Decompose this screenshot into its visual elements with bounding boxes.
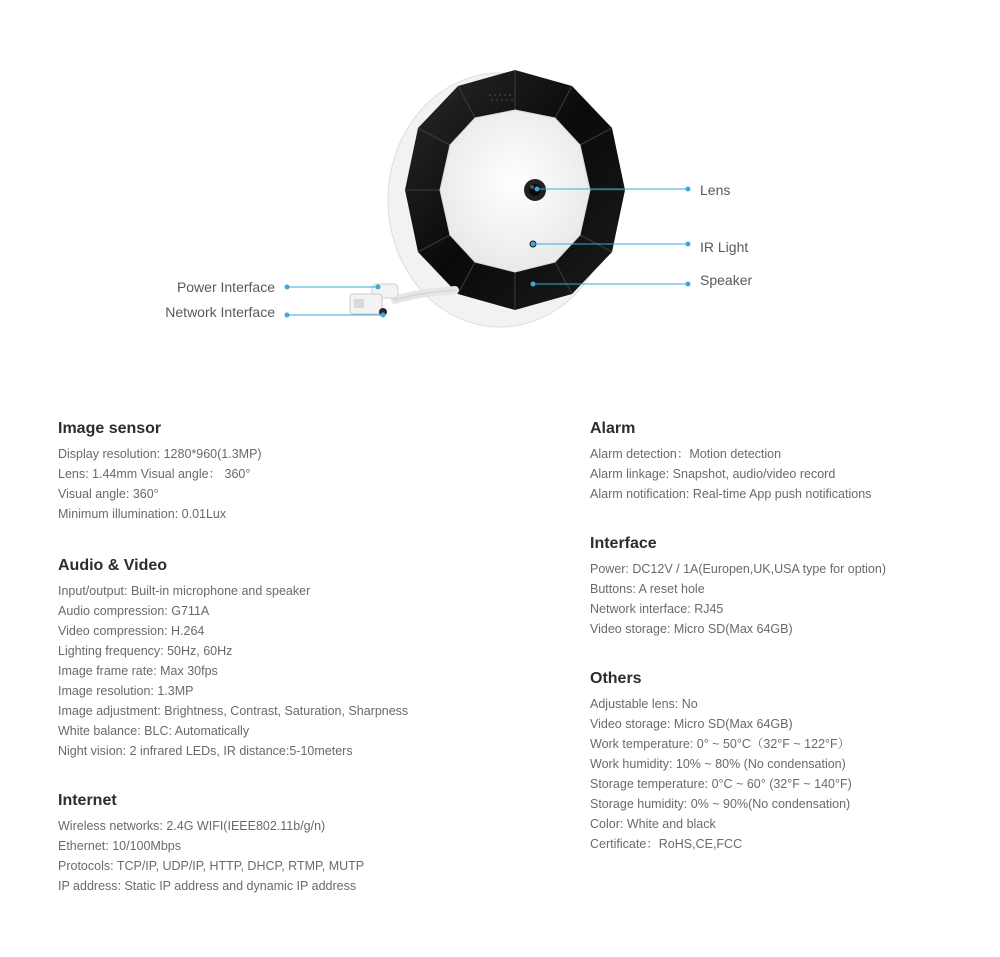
spec-line: Ethernet: 10/100Mbps: [58, 839, 181, 853]
spec-line: Image resolution: 1.3MP: [58, 684, 194, 698]
spec-line: Night vision: 2 infrared LEDs, IR distance:5-10meters: [58, 744, 353, 758]
spec-line: Certificate：RoHS,CE,FCC: [590, 837, 743, 851]
callout-network-interface: Network Interface: [165, 304, 275, 320]
spec-line: Display resolution: 1280*960(1.3MP): [58, 447, 262, 461]
section-title: Image sensor: [58, 420, 162, 437]
spec-line: Image adjustment: Brightness, Contrast, Saturation, Sharpness: [58, 704, 409, 718]
spec-line: Input/output: Built-in microphone and speaker: [58, 584, 311, 598]
spec-line: White balance: BLC: Automatically: [58, 724, 250, 738]
spec-line: Buttons: A reset hole: [590, 582, 705, 596]
spec-line: Minimum illumination: 0.01Lux: [58, 507, 227, 521]
spec-line: Power: DC12V / 1A(Europen,UK,USA type for option): [590, 562, 886, 576]
section-internet: [58, 791, 478, 896]
spec-line: Network interface: RJ45: [590, 602, 724, 616]
spec-line: Alarm linkage: Snapshot, audio/video record: [590, 467, 836, 481]
camera-illustration: [0, 0, 1000, 380]
spec-line: Image frame rate: Max 30fps: [58, 664, 218, 678]
spec-line: Work humidity: 10% ~ 80% (No condensation): [590, 757, 846, 771]
callout-power-interface: Power Interface: [176, 279, 275, 295]
spec-line: Lens: 1.44mm Visual angle： 360°: [58, 467, 251, 481]
spec-line: Video compression: H.264: [58, 624, 205, 638]
section-title: Alarm: [590, 420, 636, 437]
spec-line: Video storage: Micro SD(Max 64GB): [590, 717, 793, 731]
spec-line: Video storage: Micro SD(Max 64GB): [590, 622, 793, 636]
section-title: Interface: [590, 535, 657, 552]
callout-lens: Lens: [700, 182, 731, 198]
product-diagram: [0, 0, 1000, 380]
section-title: Internet: [58, 792, 117, 809]
callout-ir-light: IR Light: [700, 239, 749, 255]
spec-line: Work temperature: 0° ~ 50°C（32°F ~ 122°F）: [590, 737, 851, 751]
spec-line: IP address: Static IP address and dynamic IP address: [58, 879, 357, 893]
spec-line: Alarm detection：Motion detection: [590, 447, 782, 461]
camera-face: [440, 110, 590, 272]
spec-line: Protocols: TCP/IP, UDP/IP, HTTP, DHCP, RTMP, MUTP: [58, 859, 365, 873]
spec-line: Storage temperature: 0°C ~ 60° (32°F ~ 140°F): [590, 777, 852, 791]
spec-line: Wireless networks: 2.4G WIFI(IEEE802.11b/g/n): [58, 819, 326, 833]
section-title: Others: [590, 670, 642, 687]
section-title: Audio & Video: [58, 557, 168, 574]
section-image-sensor: [58, 419, 478, 524]
spec-line: Adjustable lens: No: [590, 697, 698, 711]
section-interface: [590, 534, 1000, 639]
spec-line: Storage humidity: 0% ~ 90%(No condensation): [590, 797, 851, 811]
spec-line: Visual angle: 360°: [58, 487, 159, 501]
spec-line: Lighting frequency: 50Hz, 60Hz: [58, 644, 233, 658]
section-audio-video: [58, 556, 478, 761]
callout-speaker: Speaker: [700, 272, 753, 288]
spec-line: Color: White and black: [590, 817, 716, 831]
spec-line: Alarm notification: Real-time App push notifications: [590, 487, 872, 501]
spec-line: Audio compression: G711A: [58, 604, 210, 618]
section-alarm: [590, 419, 1000, 504]
section-others: [590, 669, 1000, 854]
